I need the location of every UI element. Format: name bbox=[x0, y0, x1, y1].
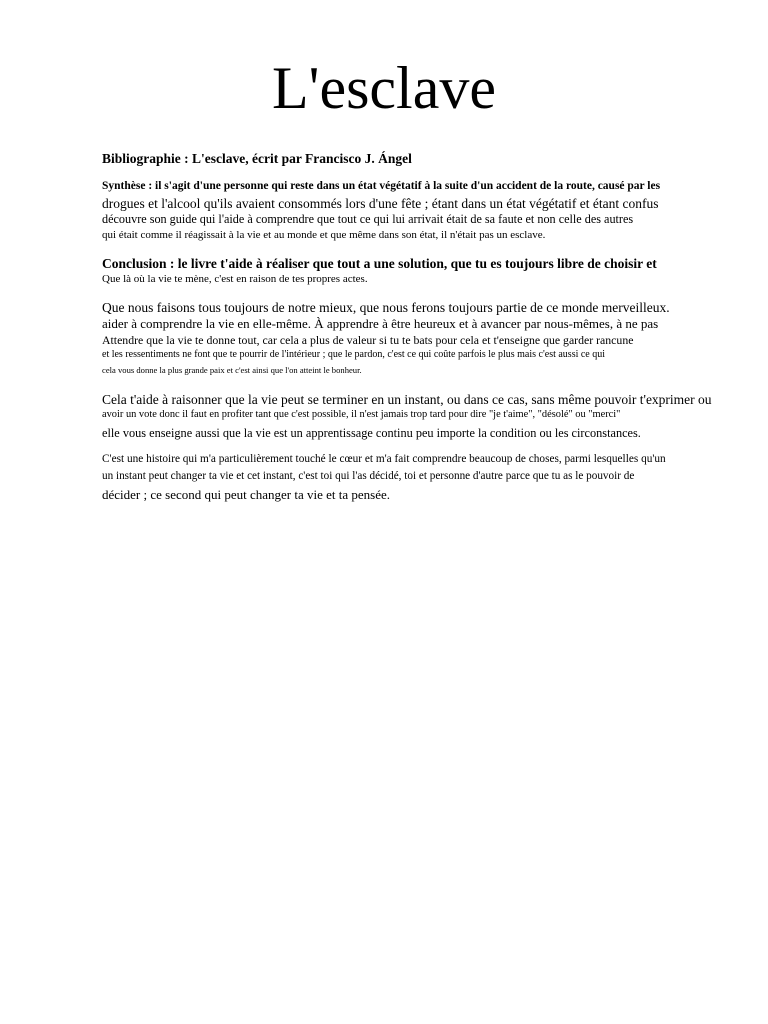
paragraph1-line-3: Attendre que la vie te donne tout, car cela a plus de valeur si tu te bats pour cela et t'enseigne que garder rancune bbox=[102, 333, 634, 347]
paragraph3-line-3: décider ; ce second qui peut changer ta vie et ta pensée. bbox=[102, 487, 391, 502]
paragraph1-line-1: Que nous faisons tous toujours de notre mieux, que nous ferons toujours partie de ce monde merveilleux. bbox=[102, 300, 670, 315]
paragraph1-line-2: aider à comprendre la vie en elle-même. À apprendre à être heureux et à avancer par nous-mêmes, à ne pas bbox=[102, 316, 659, 331]
paragraph2-line-2: avoir un vote donc il faut en profiter tant que c'est possible, il n'est jamais trop tard pour dire "je t'aime", "désolé" ou "merci" bbox=[102, 409, 621, 420]
paragraph2-line-3: elle vous enseigne aussi que la vie est un apprentissage continu peu importe la condition ou les circonstances. bbox=[102, 426, 641, 440]
synthese-line-3: découvre son guide qui l'aide à comprendre que tout ce qui lui arrivait était de sa faute et non celle des autres bbox=[102, 212, 634, 226]
paragraph3-line-1: C'est une histoire qui m'a particulièrement touché le cœur et m'a fait comprendre beaucoup de choses, parmi lesquelles qu'un bbox=[102, 453, 666, 465]
paragraph1-line-4: et les ressentiments ne font que te pourrir de l'intérieur ; que le pardon, c'est ce qui coûte parfois le plus mais c'est aussi ce qui bbox=[102, 349, 606, 360]
document-title: L'esclave bbox=[271, 55, 496, 121]
conclusion-line-1: Conclusion : le livre t'aide à réaliser que tout a une solution, que tu es toujours libre de choisir et bbox=[102, 256, 657, 271]
bibliography-line: Bibliographie : L'esclave, écrit par Francisco J. Ángel bbox=[102, 151, 412, 166]
synthese-line-4: qui était comme il réagissait à la vie et au monde et que même dans son état, il n'était pas un esclave. bbox=[102, 229, 546, 241]
paragraph3-line-2: un instant peut changer ta vie et cet instant, c'est toi qui l'as décidé, toi et personne d'autre parce que tu as le pouvoir de bbox=[102, 470, 635, 482]
synthese-line-1: Synthèse : il s'agit d'une personne qui reste dans un état végétatif à la suite d'un accident de la route, causé par les bbox=[102, 180, 661, 192]
paragraph1-line-5: cela vous donne la plus grande paix et c'est ainsi que l'on atteint le bonheur. bbox=[102, 365, 362, 375]
paragraph2-line-1: Cela t'aide à raisonner que la vie peut se terminer en un instant, ou dans ce cas, sans même pouvoir t'exprimer ou bbox=[102, 392, 712, 407]
synthese-line-2: drogues et l'alcool qu'ils avaient consommés lors d'une fête ; étant dans un état végétatif et étant confus bbox=[102, 196, 659, 211]
conclusion-line-2: Que là où la vie te mène, c'est en raison de tes propres actes. bbox=[102, 273, 368, 285]
